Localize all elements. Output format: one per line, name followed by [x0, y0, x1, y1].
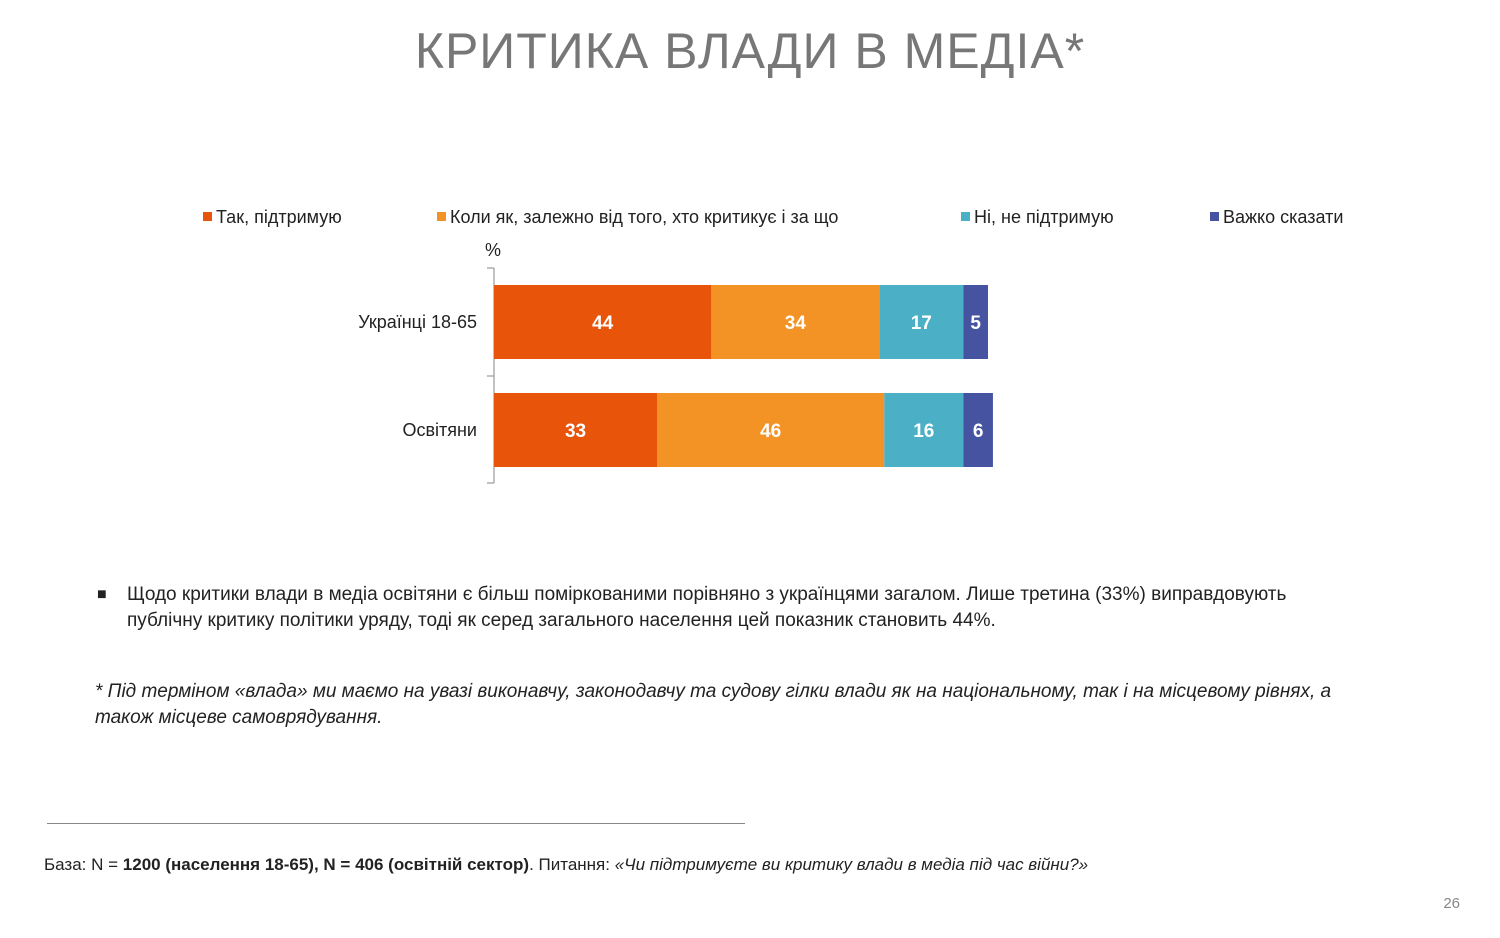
data-label: 6: [972, 421, 984, 442]
footer-divider: [47, 823, 745, 824]
data-label: 44: [592, 313, 614, 334]
base-sep: , N =: [313, 855, 356, 874]
data-label: 16: [913, 421, 935, 442]
base-prefix: База: N =: [44, 855, 123, 874]
legend-label: Так, підтримую: [216, 207, 342, 227]
data-label: 17: [910, 313, 932, 334]
bullet-paragraph: [97, 582, 1357, 634]
data-label: 34: [784, 313, 806, 334]
base-question: «Чи підтримуєте ви критику влади в медіа під час війни?»: [614, 855, 1089, 874]
base-question-label: . Питання:: [529, 855, 615, 874]
category-label: Українці 18-65: [358, 312, 477, 332]
category-label: Освітяни: [402, 420, 477, 440]
base-note: [44, 855, 1444, 875]
square-bullet-icon: ■: [97, 586, 107, 603]
data-label: 46: [760, 421, 782, 442]
legend-label: Коли як, залежно від того, хто критикує і за що: [450, 207, 839, 227]
base-n1: 1200 (населення 18-65): [122, 855, 314, 874]
unit-label: %: [485, 240, 502, 260]
data-label: 33: [564, 421, 587, 442]
legend-label: Ні, не підтримую: [974, 207, 1114, 227]
base-n2: 406 (освітній сектор): [355, 855, 530, 874]
bullet-text: Щодо критики влади в медіа освітяни є більш поміркованими порівняно з українцями загалом. Лише третина (33%) виправдовують публічну критику політики уряду, тоді як серед загального населення цей показник становить 44%.: [127, 584, 1287, 631]
data-label: 5: [970, 313, 981, 334]
page-number: 26: [1443, 895, 1460, 912]
footnote: * Під терміном «влада» ми маємо на увазі виконавчу, законодавчу та судову гілки влади як на національному, так і на місцевому рівнях, а також місцеве самоврядування.: [95, 681, 1332, 728]
page-title: КРИТИКА ВЛАДИ В МЕДІА*: [414, 23, 1086, 79]
legend-label: Важко сказати: [1223, 207, 1344, 227]
